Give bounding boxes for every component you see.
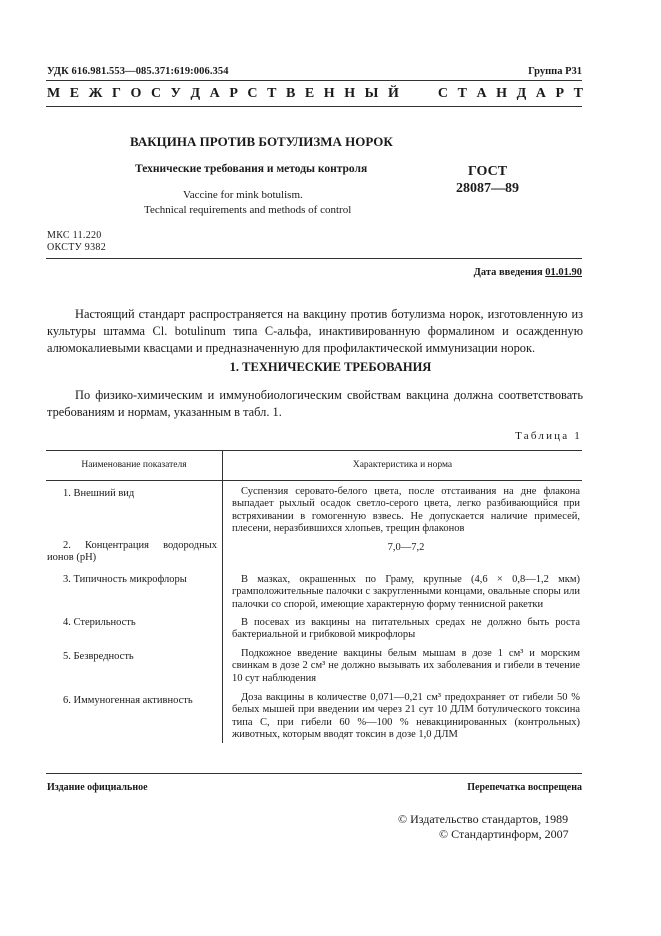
table-row-value: Доза вакцины в количестве 0,071—0,21 см³ предохраняет от гибели 50 % белых мышей при введении им через 21 сут 10 ДЛМ ботулического токсина типа С, при гибели 60 %—100 % невакцинированных (контрольных) животных, которым вводят токсин в дозе 1,0 ДЛМ — [232, 692, 580, 740]
banner-letter: Ж — [88, 86, 103, 101]
section-1-heading: 1. ТЕХНИЧЕСКИЕ ТРЕБОВАНИЯ — [229, 360, 432, 374]
banner-word-gap — [408, 86, 428, 102]
table-row-label: 4. Стерильность — [63, 617, 136, 628]
title-rule — [46, 258, 582, 259]
table-row-label: 2. Концентрация водородных ионов (рН) — [47, 540, 217, 563]
english-title-line1: Vaccine for mink botulism. — [183, 189, 303, 201]
footer-rule — [46, 773, 582, 774]
introduction-date-value: 01.01.90 — [545, 267, 582, 278]
banner-letter: М — [47, 86, 61, 101]
copyright-line-1: © Издательство стандартов, 1989 — [398, 812, 569, 826]
introduction-date-label: Дата введения — [473, 267, 543, 278]
banner-letter: Д — [516, 86, 527, 101]
official-edition: Издание официальное — [47, 782, 148, 793]
gost-number: 28087—89 — [456, 181, 519, 196]
table-rule-header — [46, 480, 582, 481]
copyright-line-2: © Стандартинформ, 2007 — [439, 827, 569, 841]
banner-letter: Г — [112, 86, 121, 101]
banner-letter: В — [285, 86, 296, 101]
table-row-label: 5. Безвредность — [63, 651, 134, 662]
gost-label: ГОСТ — [468, 164, 508, 179]
banner-letter: Р — [555, 86, 565, 101]
banner-letter: О — [130, 86, 142, 101]
document-title: ВАКЦИНА ПРОТИВ БОТУЛИЗМА НОРОК — [130, 134, 393, 149]
banner-letter: Е — [304, 86, 315, 101]
banner-letter: Ы — [364, 86, 379, 101]
table-header-norm: Характеристика и норма — [352, 460, 453, 470]
table-rule-top — [46, 450, 582, 451]
banner-letter: Й — [387, 86, 399, 101]
banner-letter: Р — [229, 86, 238, 101]
header-rule-top — [46, 80, 582, 81]
document-subtitle: Технические требования и методы контроля — [135, 163, 368, 175]
table-row-value: Подкожное введение вакцины белым мышам в дозе 1 см³ и морским свинкам в дозе 2 см³ не должно вызывать их заболевания и гибели в течение 10 сут наблюдения — [232, 648, 580, 684]
banner-letter: С — [150, 86, 162, 101]
interstate-standard-banner — [47, 86, 583, 102]
banner-letter: Т — [267, 86, 277, 101]
reprint-prohibited: Перепечатка воспрещена — [467, 782, 582, 793]
group-code: Группа Р31 — [528, 66, 582, 77]
banner-letter: У — [170, 86, 181, 101]
banner-letter: С — [437, 86, 449, 101]
banner-letter: С — [247, 86, 258, 101]
table-row-label: 3. Типичность микрофлоры — [63, 574, 187, 585]
table-row-value: В мазках, окрашенных по Граму, крупные (4,6 × 0,8—1,2 мкм) грамположительные палочки с закругленными концами, овальные споры или палочки со спорой, имеющие характерную форму теннисной ракетки — [232, 574, 580, 610]
table-row-value: 7,0—7,2 — [387, 542, 425, 553]
banner-letter: Д — [190, 86, 201, 101]
mks-code: МКС 11.220 — [47, 230, 102, 241]
banner-letter: Т — [457, 86, 467, 101]
banner-letter: А — [209, 86, 220, 101]
scope-paragraph: Настоящий стандарт распространяется на вакцину против ботулизма норок, изготовленную из культуры штамма Cl. botulinum типа С-альфа, инактивированную формалином и осажденную алюмокалиевыми квасцами и предназначенную для профилактической иммунизации норок. — [47, 307, 583, 355]
english-title-line2: Technical requirements and methods of control — [144, 204, 352, 216]
requirements-paragraph: По физико-химическим и иммунобиологическим свойствам вакцина должна соответствовать требованиям и нормам, указанным в табл. 1. — [47, 388, 583, 419]
banner-letter: А — [535, 86, 546, 101]
table-caption: Таблица 1 — [515, 430, 582, 442]
table-row-value: Суспензия серовато-белого цвета, после отстаивания на дне флакона выпадает рыхлый осадок светло-серого цвета, легко разбивающийся при встряхивании в гомогенную взвесь. Не допускается наличие примесей, плесени, неразбившихся хлопьев, трещин флаконов — [232, 486, 580, 534]
udk-code: УДК 616.981.553—085.371:619:006.354 — [47, 66, 229, 77]
banner-letter: Н — [344, 86, 356, 101]
banner-letter: Т — [573, 86, 583, 101]
table-column-divider — [222, 450, 223, 743]
banner-letter: Н — [323, 86, 335, 101]
banner-letter: Н — [496, 86, 508, 101]
table-row-value: В посевах из вакцины на питательных средах не должно быть роста бактериальной и грибковой микрофлоры — [232, 617, 580, 641]
introduction-date — [474, 267, 582, 278]
banner-letter: А — [476, 86, 487, 101]
table-row-label: 6. Иммуногенная активность — [63, 695, 193, 706]
okstu-code: ОКСТУ 9382 — [47, 242, 107, 253]
header-rule-bottom — [46, 106, 582, 107]
banner-letter: Е — [69, 86, 80, 101]
table-row-label: 1. Внешний вид — [63, 488, 135, 499]
table-header-indicator: Наименование показателя — [81, 460, 187, 470]
